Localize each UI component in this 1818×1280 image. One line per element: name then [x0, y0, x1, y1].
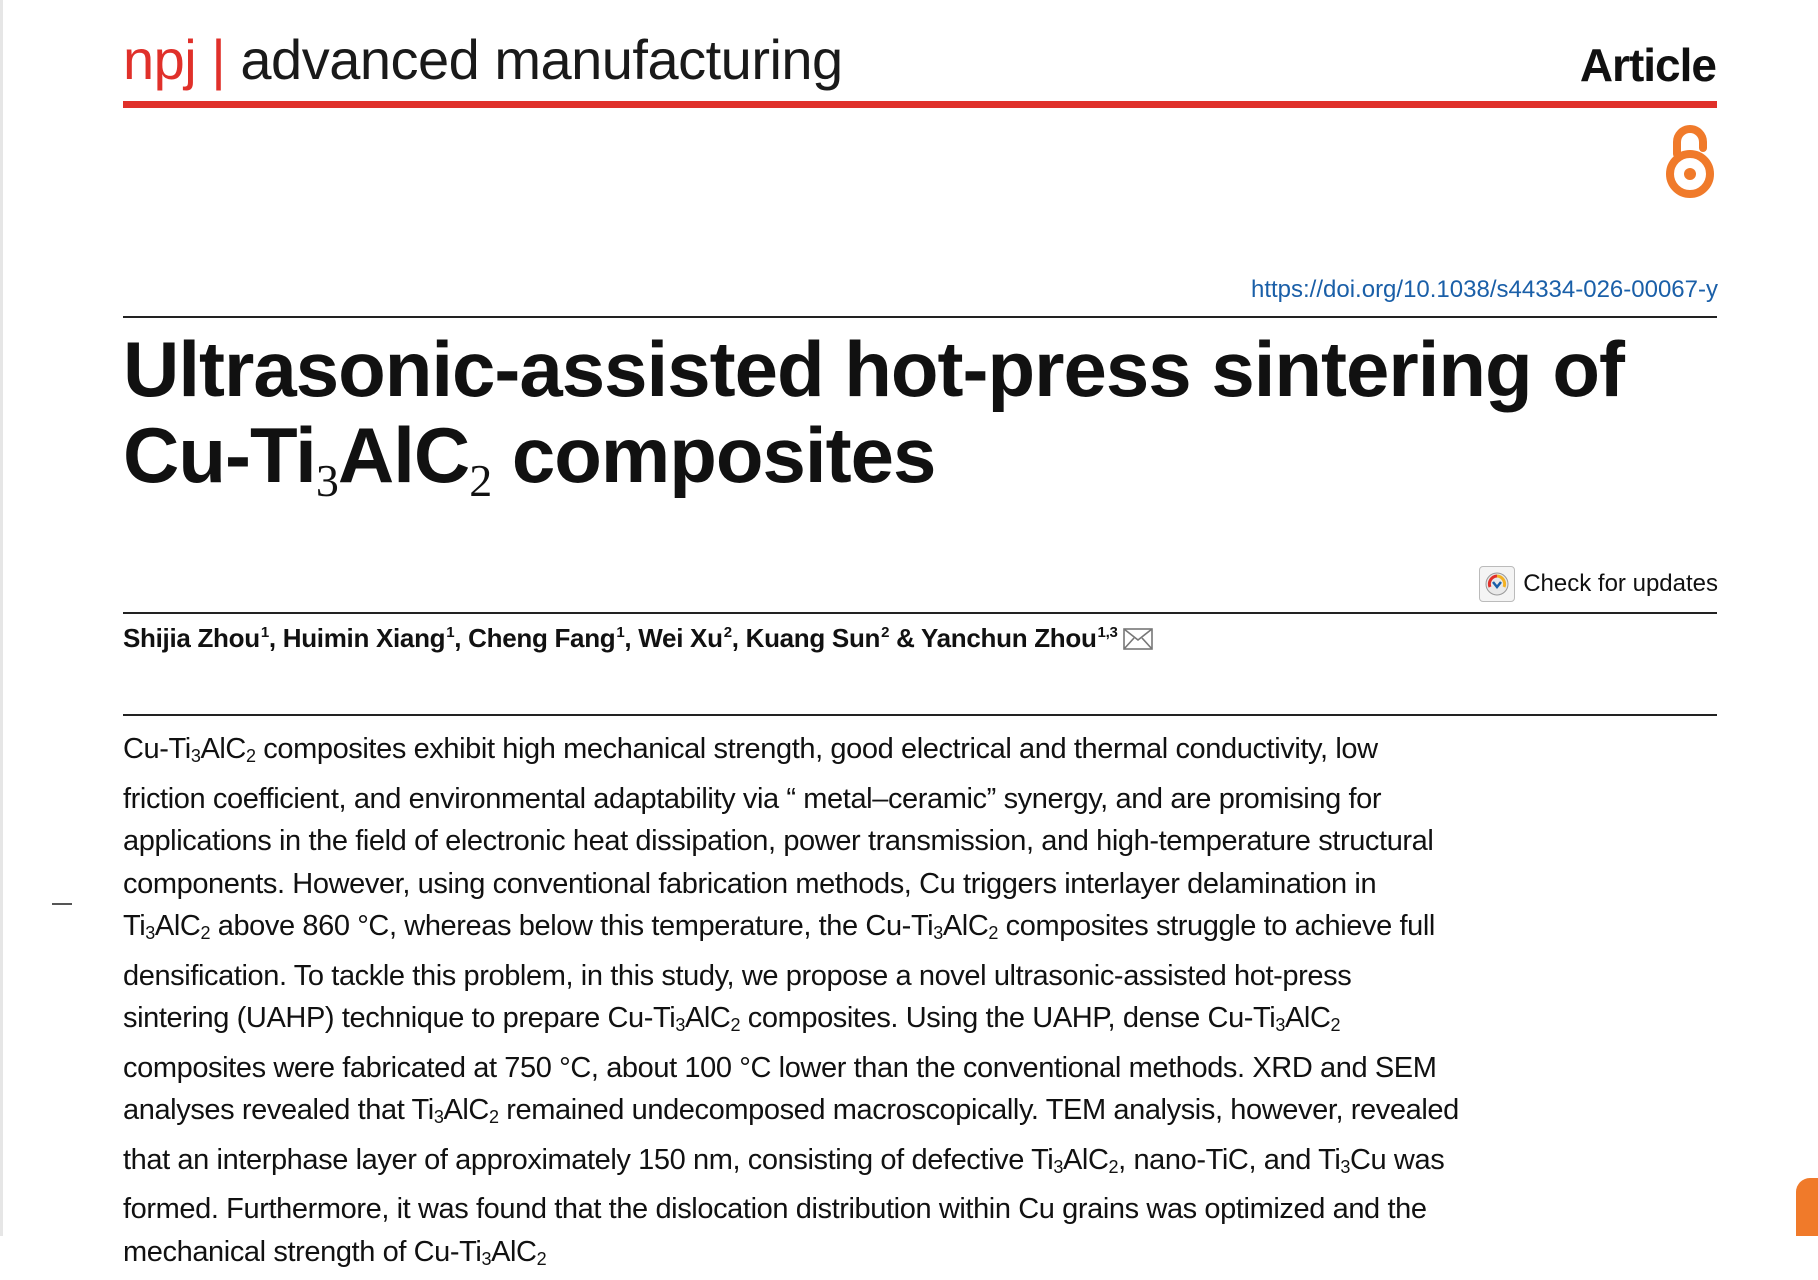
abstract-segment: remained undecomposed macroscopically. TEM analysis, however, revealed that an interphase layer of approximately 150 nm, consisting of defective Ti — [123, 1094, 1459, 1176]
abstract-top-rule — [123, 714, 1717, 716]
abstract-segment: above 860 °C, whereas below this temperature, the Cu-Ti — [210, 910, 934, 942]
author-affiliation: 1 — [446, 624, 455, 641]
abstract-segment: AlC — [1062, 1143, 1109, 1176]
author-affiliation: 2 — [881, 624, 890, 641]
abstract-segment: AlC — [200, 733, 246, 765]
subscript: 3 — [1275, 1015, 1285, 1035]
abstract-segment: composites struggle to achieve full densification. To tackle this problem, in this study, we propose a novel ultrasonic-assisted hot-press sintering (UAHP) technique to prepare Cu-Ti — [123, 910, 1435, 1034]
subscript: 3 — [145, 923, 155, 943]
header-rule — [123, 101, 1717, 108]
subscript: 3 — [675, 1015, 685, 1035]
abstract-segment: , nano-TiC, and Ti — [1118, 1143, 1341, 1176]
journal-name[interactable] — [123, 28, 843, 91]
subscript: 3 — [1340, 1156, 1350, 1177]
side-widget-tab[interactable] — [1796, 1178, 1818, 1236]
author-name[interactable]: Huimin Xiang — [282, 623, 446, 653]
abstract-segment: AlC — [154, 910, 201, 942]
abstract-text — [123, 728, 1463, 1280]
journal-prefix: npj — [123, 28, 197, 91]
paper-title — [123, 326, 1723, 524]
article-type-label: Article — [1579, 39, 1716, 91]
title-top-rule — [123, 316, 1717, 318]
title-line-2: $Cu-Ti_3AlC_2$ composites — [123, 411, 936, 506]
envelope-icon[interactable] — [1123, 628, 1153, 650]
title-line-1: Ultrasonic-assisted hot-press sintering of — [123, 325, 1624, 413]
check-for-updates-label: Check for updates — [1523, 570, 1718, 597]
subscript: 3 — [190, 746, 201, 766]
abstract-segment: AlC — [684, 1002, 731, 1034]
author-separator: , — [624, 623, 639, 653]
author-affiliation: 1,3 — [1097, 624, 1118, 641]
doi-link[interactable]: https://doi.org/10.1038/s44334-026-00067-y — [1250, 276, 1718, 303]
subscript: 3 — [1053, 1156, 1063, 1177]
open-access-icon[interactable] — [1663, 120, 1717, 200]
subscript: 2 — [536, 1248, 547, 1269]
abstract-segment: AlC — [491, 1235, 537, 1268]
author-name[interactable]: Cheng Fang — [468, 623, 616, 653]
subscript: 2 — [488, 1107, 499, 1127]
subscript: 3 — [481, 1248, 492, 1269]
subscript: 2 — [988, 923, 999, 943]
page-left-edge — [0, 0, 3, 1236]
subscript: 2 — [1108, 1156, 1119, 1177]
author-name[interactable]: Wei Xu — [638, 623, 723, 653]
subscript: 2 — [730, 1015, 741, 1035]
subscript: 2 — [245, 746, 256, 766]
author-affiliation: 1 — [616, 624, 625, 641]
author-affiliation: 2 — [723, 624, 732, 641]
author-name[interactable]: Shijia Zhou — [123, 623, 260, 653]
abstract-segment: Cu was formed. Furthermore, it was found that the dislocation distribution within Cu grains was optimized and the mechanical strength of Cu-Ti — [123, 1143, 1445, 1268]
author-names — [123, 623, 1117, 654]
check-for-updates-icon — [1479, 566, 1515, 602]
abstract-segment: AlC — [1284, 1002, 1331, 1034]
author-separator: , — [454, 623, 469, 653]
author-affiliation: 1 — [260, 624, 269, 641]
check-for-updates-button[interactable] — [1479, 566, 1718, 602]
abstract-segment: composites were fabricated at 750 °C, about 100 °C lower than the conventional methods. XRD and SEM analyses revealed that Ti — [123, 1051, 1437, 1126]
subscript: 3 — [933, 923, 943, 943]
abstract-segment: composites. Using the UAHP, dense Cu-Ti — [740, 1002, 1276, 1034]
author-list — [123, 623, 1153, 654]
abstract-segment: composites exhibit high mechanical strength, good electrical and thermal conductivity, low friction coefficient, and environmental adaptability via “ metal–ceramic” synergy, and are promising for applications in the field of electronic heat dissipation, power transmission, and high-temperature structural components. However, using conventional fabrication methods, Cu triggers interlayer delamination in Ti — [123, 733, 1434, 942]
author-separator: & — [889, 623, 922, 653]
abstract-segment: Cu-Ti — [123, 733, 191, 765]
journal-separator: | — [211, 28, 226, 91]
subscript: 3 — [433, 1107, 444, 1127]
journal-title: advanced manufacturing — [240, 28, 843, 91]
subscript: 2 — [1330, 1015, 1341, 1035]
authors-top-rule — [123, 612, 1717, 614]
author-name[interactable]: Yanchun Zhou — [921, 623, 1097, 653]
author-name[interactable]: Kuang Sun — [745, 623, 881, 653]
margin-dash — [52, 903, 72, 905]
subscript: 2 — [200, 923, 211, 943]
abstract-segment: AlC — [443, 1094, 489, 1126]
abstract-segment: AlC — [942, 910, 989, 942]
author-separator: , — [731, 623, 746, 653]
author-separator: , — [268, 623, 283, 653]
